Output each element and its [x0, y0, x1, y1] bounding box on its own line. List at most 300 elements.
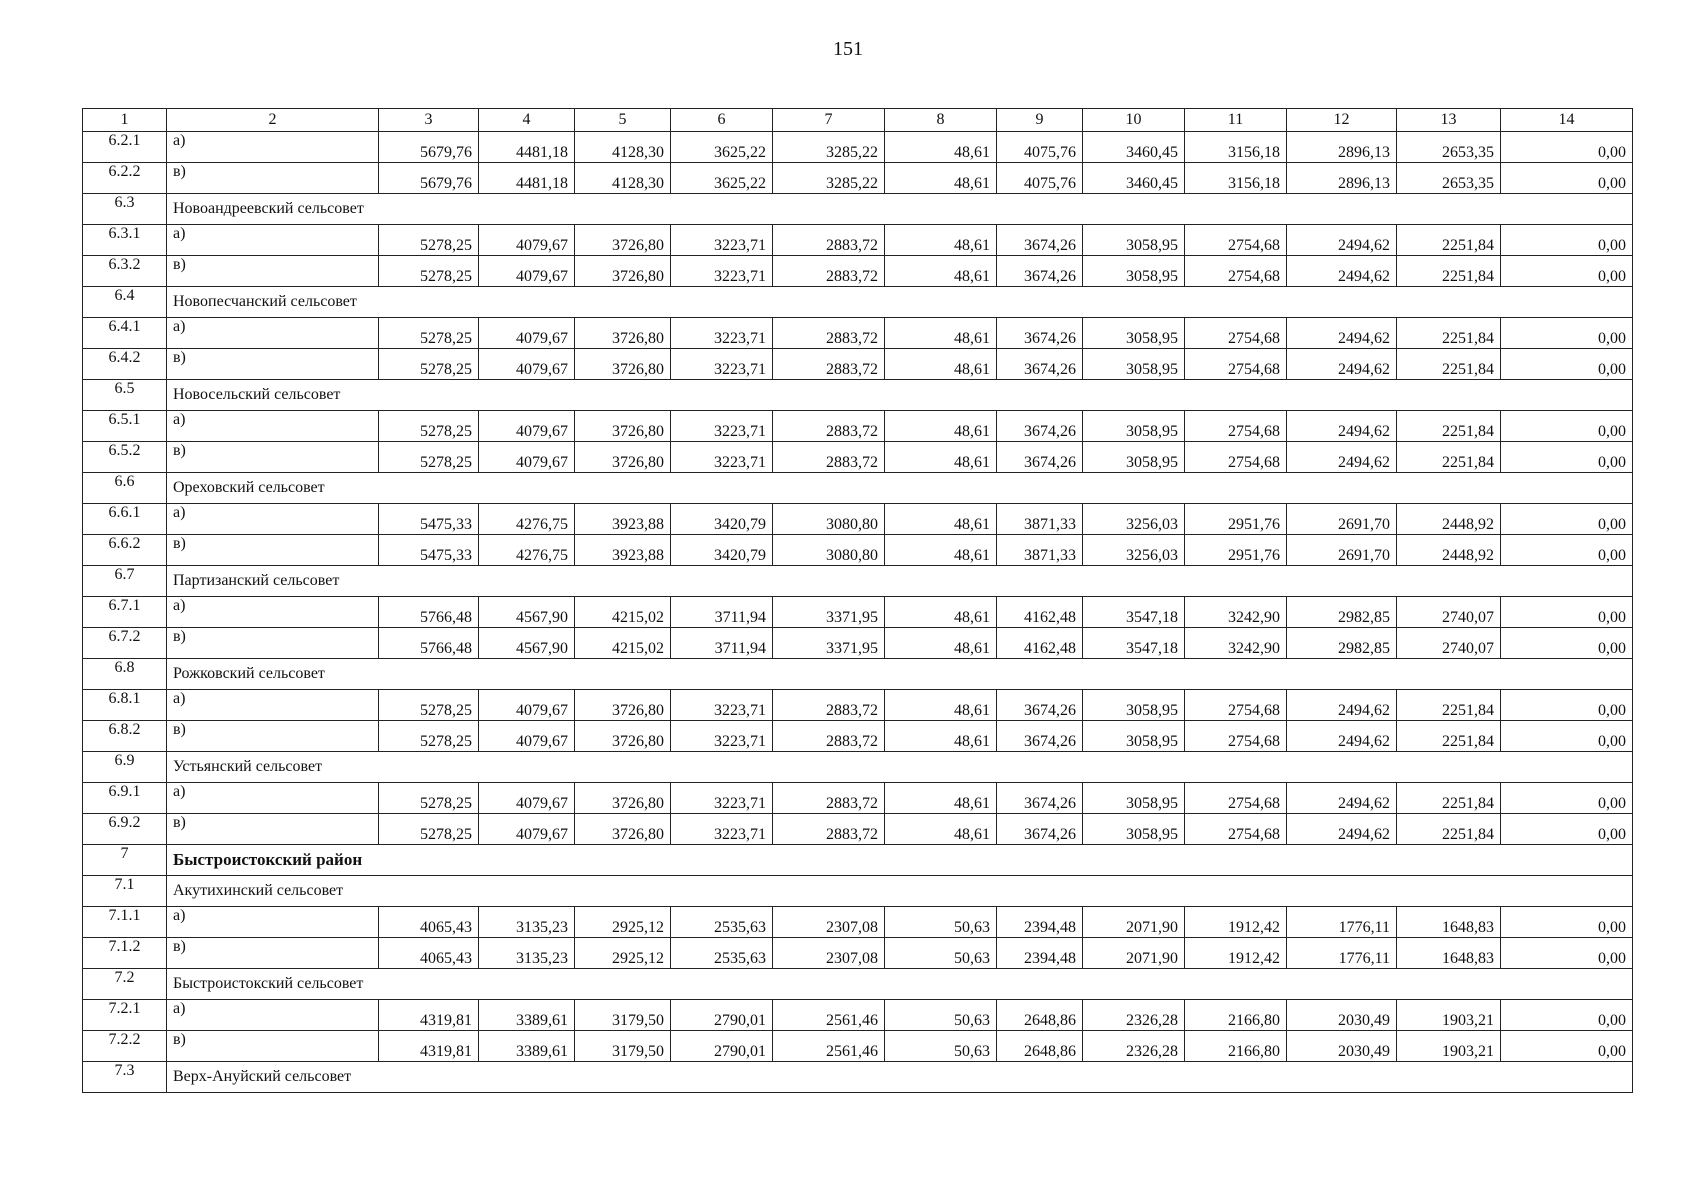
value-cell-col-10: 2071,90 — [1083, 907, 1185, 938]
section-title: Рожковский сельсовет — [167, 659, 1633, 690]
row-code: 6.2.2 — [83, 163, 167, 194]
value-cell-col-6: 3711,94 — [671, 597, 773, 628]
value-cell-col-14: 0,00 — [1501, 225, 1633, 256]
row-label: а) — [167, 597, 379, 628]
value-cell-col-13: 2740,07 — [1397, 628, 1501, 659]
row-label: в) — [167, 1031, 379, 1062]
value-cell-col-10: 3058,95 — [1083, 225, 1185, 256]
value-cell-col-12: 1776,11 — [1287, 938, 1397, 969]
value-cell-col-12: 2494,62 — [1287, 783, 1397, 814]
value-cell-col-6: 3223,71 — [671, 225, 773, 256]
column-header-6: 6 — [671, 109, 773, 132]
section-row — [83, 876, 1633, 907]
row-label: в) — [167, 938, 379, 969]
value-cell-col-5: 3923,88 — [575, 535, 671, 566]
value-cell-col-3: 5278,25 — [379, 318, 479, 349]
row-label: в) — [167, 349, 379, 380]
value-cell-col-7: 3080,80 — [773, 504, 885, 535]
value-cell-col-10: 3058,95 — [1083, 442, 1185, 473]
value-cell-col-13: 1648,83 — [1397, 938, 1501, 969]
value-cell-col-14: 0,00 — [1501, 597, 1633, 628]
value-cell-col-9: 2394,48 — [997, 938, 1083, 969]
value-cell-col-11: 2951,76 — [1185, 504, 1287, 535]
value-cell-col-14: 0,00 — [1501, 783, 1633, 814]
value-cell-col-3: 5278,25 — [379, 256, 479, 287]
value-cell-col-11: 2754,68 — [1185, 783, 1287, 814]
value-cell-col-4: 4079,67 — [479, 225, 575, 256]
value-cell-col-7: 2883,72 — [773, 256, 885, 287]
value-cell-col-9: 4162,48 — [997, 597, 1083, 628]
value-cell-col-5: 3726,80 — [575, 318, 671, 349]
value-cell-col-13: 2251,84 — [1397, 814, 1501, 845]
value-cell-col-5: 4128,30 — [575, 163, 671, 194]
value-cell-col-10: 3058,95 — [1083, 349, 1185, 380]
value-cell-col-13: 2251,84 — [1397, 411, 1501, 442]
row-code: 7.1.2 — [83, 938, 167, 969]
value-cell-col-4: 4079,67 — [479, 256, 575, 287]
value-cell-col-5: 3179,50 — [575, 1031, 671, 1062]
value-cell-col-12: 2494,62 — [1287, 442, 1397, 473]
value-cell-col-14: 0,00 — [1501, 1000, 1633, 1031]
value-cell-col-9: 3871,33 — [997, 535, 1083, 566]
table-row — [83, 814, 1633, 845]
value-cell-col-14: 0,00 — [1501, 442, 1633, 473]
value-cell-col-10: 3256,03 — [1083, 535, 1185, 566]
table-row — [83, 225, 1633, 256]
value-cell-col-8: 48,61 — [885, 535, 997, 566]
value-cell-col-3: 5278,25 — [379, 349, 479, 380]
value-cell-col-12: 2030,49 — [1287, 1031, 1397, 1062]
value-cell-col-10: 3058,95 — [1083, 783, 1185, 814]
value-cell-col-11: 2754,68 — [1185, 256, 1287, 287]
row-code: 6.6.2 — [83, 535, 167, 566]
row-code: 7.2.1 — [83, 1000, 167, 1031]
value-cell-col-12: 2030,49 — [1287, 1000, 1397, 1031]
value-cell-col-10: 3058,95 — [1083, 318, 1185, 349]
value-cell-col-12: 1776,11 — [1287, 907, 1397, 938]
value-cell-col-4: 4276,75 — [479, 504, 575, 535]
value-cell-col-13: 1648,83 — [1397, 907, 1501, 938]
section-row — [83, 473, 1633, 504]
value-cell-col-3: 5278,25 — [379, 783, 479, 814]
value-cell-col-6: 2535,63 — [671, 907, 773, 938]
value-cell-col-12: 2494,62 — [1287, 814, 1397, 845]
value-cell-col-7: 2883,72 — [773, 814, 885, 845]
value-cell-col-11: 2754,68 — [1185, 318, 1287, 349]
value-cell-col-3: 5278,25 — [379, 690, 479, 721]
value-cell-col-8: 48,61 — [885, 256, 997, 287]
table-row — [83, 535, 1633, 566]
value-cell-col-4: 4079,67 — [479, 411, 575, 442]
value-cell-col-8: 48,61 — [885, 163, 997, 194]
row-label: в) — [167, 256, 379, 287]
value-cell-col-4: 4567,90 — [479, 628, 575, 659]
value-cell-col-6: 3625,22 — [671, 163, 773, 194]
value-cell-col-3: 5278,25 — [379, 814, 479, 845]
row-code: 6.9 — [83, 752, 167, 783]
value-cell-col-4: 3389,61 — [479, 1000, 575, 1031]
value-cell-col-4: 4079,67 — [479, 318, 575, 349]
value-cell-col-3: 5766,48 — [379, 597, 479, 628]
row-code: 7.2.2 — [83, 1031, 167, 1062]
value-cell-col-13: 2740,07 — [1397, 597, 1501, 628]
value-cell-col-13: 2251,84 — [1397, 256, 1501, 287]
value-cell-col-8: 48,61 — [885, 690, 997, 721]
row-label: а) — [167, 132, 379, 163]
value-cell-col-9: 3674,26 — [997, 225, 1083, 256]
value-cell-col-10: 2326,28 — [1083, 1000, 1185, 1031]
tariff-table — [82, 108, 1633, 1093]
value-cell-col-14: 0,00 — [1501, 411, 1633, 442]
value-cell-col-8: 48,61 — [885, 349, 997, 380]
column-header-12: 12 — [1287, 109, 1397, 132]
value-cell-col-13: 2251,84 — [1397, 783, 1501, 814]
value-cell-col-7: 2883,72 — [773, 411, 885, 442]
value-cell-col-7: 2883,72 — [773, 318, 885, 349]
table-row — [83, 132, 1633, 163]
value-cell-col-5: 3726,80 — [575, 442, 671, 473]
row-label: а) — [167, 225, 379, 256]
value-cell-col-3: 5766,48 — [379, 628, 479, 659]
row-code: 6.9.2 — [83, 814, 167, 845]
value-cell-col-10: 3058,95 — [1083, 411, 1185, 442]
page-number: 151 — [833, 38, 863, 60]
value-cell-col-5: 3726,80 — [575, 690, 671, 721]
value-cell-col-5: 4215,02 — [575, 628, 671, 659]
value-cell-col-6: 3420,79 — [671, 504, 773, 535]
value-cell-col-10: 3058,95 — [1083, 721, 1185, 752]
value-cell-col-4: 3135,23 — [479, 907, 575, 938]
value-cell-col-5: 4128,30 — [575, 132, 671, 163]
value-cell-col-6: 2790,01 — [671, 1031, 773, 1062]
value-cell-col-11: 2754,68 — [1185, 814, 1287, 845]
value-cell-col-8: 48,61 — [885, 597, 997, 628]
value-cell-col-14: 0,00 — [1501, 628, 1633, 659]
value-cell-col-6: 2535,63 — [671, 938, 773, 969]
value-cell-col-13: 2653,35 — [1397, 132, 1501, 163]
value-cell-col-6: 3625,22 — [671, 132, 773, 163]
column-header-11: 11 — [1185, 109, 1287, 132]
value-cell-col-4: 4481,18 — [479, 132, 575, 163]
value-cell-col-4: 3389,61 — [479, 1031, 575, 1062]
value-cell-col-4: 3135,23 — [479, 938, 575, 969]
row-code: 7.1 — [83, 876, 167, 907]
table-row — [83, 504, 1633, 535]
value-cell-col-3: 5278,25 — [379, 721, 479, 752]
value-cell-col-6: 3223,71 — [671, 411, 773, 442]
value-cell-col-11: 2166,80 — [1185, 1031, 1287, 1062]
value-cell-col-6: 3223,71 — [671, 783, 773, 814]
section-title: Ореховский сельсовет — [167, 473, 1633, 504]
value-cell-col-7: 2883,72 — [773, 721, 885, 752]
table-row — [83, 256, 1633, 287]
row-code: 6.8.2 — [83, 721, 167, 752]
value-cell-col-7: 3285,22 — [773, 132, 885, 163]
value-cell-col-13: 2653,35 — [1397, 163, 1501, 194]
value-cell-col-5: 3726,80 — [575, 814, 671, 845]
value-cell-col-12: 2691,70 — [1287, 504, 1397, 535]
row-label: в) — [167, 814, 379, 845]
row-code: 6.4.2 — [83, 349, 167, 380]
value-cell-col-4: 4079,67 — [479, 814, 575, 845]
value-cell-col-10: 3460,45 — [1083, 163, 1185, 194]
value-cell-col-11: 3242,90 — [1185, 597, 1287, 628]
value-cell-col-7: 2883,72 — [773, 349, 885, 380]
table-row — [83, 163, 1633, 194]
value-cell-col-12: 2691,70 — [1287, 535, 1397, 566]
row-label: а) — [167, 411, 379, 442]
value-cell-col-9: 4162,48 — [997, 628, 1083, 659]
column-header-10: 10 — [1083, 109, 1185, 132]
value-cell-col-12: 2896,13 — [1287, 132, 1397, 163]
value-cell-col-5: 3726,80 — [575, 225, 671, 256]
table-row — [83, 442, 1633, 473]
value-cell-col-10: 3256,03 — [1083, 504, 1185, 535]
value-cell-col-13: 2448,92 — [1397, 535, 1501, 566]
table-row — [83, 411, 1633, 442]
column-header-2: 2 — [167, 109, 379, 132]
row-code: 6.8.1 — [83, 690, 167, 721]
value-cell-col-14: 0,00 — [1501, 1031, 1633, 1062]
value-cell-col-14: 0,00 — [1501, 907, 1633, 938]
section-row — [83, 1062, 1633, 1093]
column-header-5: 5 — [575, 109, 671, 132]
value-cell-col-3: 4065,43 — [379, 907, 479, 938]
value-cell-col-11: 2754,68 — [1185, 411, 1287, 442]
value-cell-col-14: 0,00 — [1501, 721, 1633, 752]
column-header-8: 8 — [885, 109, 997, 132]
column-header-14: 14 — [1501, 109, 1633, 132]
value-cell-col-9: 3674,26 — [997, 411, 1083, 442]
value-cell-col-12: 2494,62 — [1287, 349, 1397, 380]
value-cell-col-10: 3547,18 — [1083, 628, 1185, 659]
value-cell-col-3: 5278,25 — [379, 411, 479, 442]
value-cell-col-3: 5679,76 — [379, 163, 479, 194]
value-cell-col-14: 0,00 — [1501, 814, 1633, 845]
section-row — [83, 287, 1633, 318]
value-cell-col-14: 0,00 — [1501, 256, 1633, 287]
value-cell-col-12: 2494,62 — [1287, 721, 1397, 752]
value-cell-col-3: 5475,33 — [379, 504, 479, 535]
column-header-7: 7 — [773, 109, 885, 132]
row-label: а) — [167, 690, 379, 721]
row-code: 6.7.1 — [83, 597, 167, 628]
value-cell-col-10: 2326,28 — [1083, 1031, 1185, 1062]
value-cell-col-14: 0,00 — [1501, 318, 1633, 349]
value-cell-col-11: 2166,80 — [1185, 1000, 1287, 1031]
value-cell-col-8: 50,63 — [885, 1000, 997, 1031]
value-cell-col-4: 4079,67 — [479, 721, 575, 752]
value-cell-col-7: 2883,72 — [773, 442, 885, 473]
value-cell-col-6: 3223,71 — [671, 318, 773, 349]
value-cell-col-12: 2982,85 — [1287, 628, 1397, 659]
value-cell-col-5: 3726,80 — [575, 721, 671, 752]
value-cell-col-6: 3420,79 — [671, 535, 773, 566]
value-cell-col-14: 0,00 — [1501, 938, 1633, 969]
value-cell-col-8: 50,63 — [885, 938, 997, 969]
value-cell-col-3: 5278,25 — [379, 442, 479, 473]
row-code: 6.4.1 — [83, 318, 167, 349]
row-code: 6.8 — [83, 659, 167, 690]
value-cell-col-11: 2754,68 — [1185, 225, 1287, 256]
value-cell-col-7: 2883,72 — [773, 225, 885, 256]
value-cell-col-10: 3460,45 — [1083, 132, 1185, 163]
section-title: Акутихинский сельсовет — [167, 876, 1633, 907]
value-cell-col-7: 2883,72 — [773, 783, 885, 814]
value-cell-col-6: 3223,71 — [671, 721, 773, 752]
section-row — [83, 659, 1633, 690]
value-cell-col-11: 2754,68 — [1185, 442, 1287, 473]
value-cell-col-9: 3871,33 — [997, 504, 1083, 535]
row-label: а) — [167, 1000, 379, 1031]
row-code: 6.3 — [83, 194, 167, 225]
value-cell-col-5: 3726,80 — [575, 783, 671, 814]
row-code: 7 — [83, 845, 167, 876]
value-cell-col-6: 3223,71 — [671, 690, 773, 721]
district-row — [83, 845, 1633, 876]
column-header-4: 4 — [479, 109, 575, 132]
value-cell-col-13: 2251,84 — [1397, 349, 1501, 380]
value-cell-col-9: 4075,76 — [997, 132, 1083, 163]
table-row — [83, 907, 1633, 938]
value-cell-col-3: 4065,43 — [379, 938, 479, 969]
value-cell-col-11: 2754,68 — [1185, 349, 1287, 380]
value-cell-col-11: 1912,42 — [1185, 907, 1287, 938]
value-cell-col-14: 0,00 — [1501, 163, 1633, 194]
value-cell-col-13: 2251,84 — [1397, 225, 1501, 256]
column-header-3: 3 — [379, 109, 479, 132]
row-label: в) — [167, 628, 379, 659]
table-row — [83, 349, 1633, 380]
row-code: 6.7.2 — [83, 628, 167, 659]
value-cell-col-14: 0,00 — [1501, 349, 1633, 380]
district-title: Быстроистокский район — [167, 845, 1633, 876]
section-title: Устьянский сельсовет — [167, 752, 1633, 783]
value-cell-col-11: 3156,18 — [1185, 163, 1287, 194]
table-row — [83, 938, 1633, 969]
section-title: Быстроистокский сельсовет — [167, 969, 1633, 1000]
row-code: 6.2.1 — [83, 132, 167, 163]
row-code: 6.6 — [83, 473, 167, 504]
value-cell-col-14: 0,00 — [1501, 504, 1633, 535]
value-cell-col-4: 4079,67 — [479, 442, 575, 473]
value-cell-col-13: 1903,21 — [1397, 1031, 1501, 1062]
value-cell-col-12: 2494,62 — [1287, 256, 1397, 287]
table-row — [83, 597, 1633, 628]
value-cell-col-8: 48,61 — [885, 628, 997, 659]
value-cell-col-14: 0,00 — [1501, 535, 1633, 566]
value-cell-col-5: 3726,80 — [575, 411, 671, 442]
column-header-1: 1 — [83, 109, 167, 132]
value-cell-col-9: 3674,26 — [997, 256, 1083, 287]
table-row — [83, 690, 1633, 721]
value-cell-col-9: 2394,48 — [997, 907, 1083, 938]
value-cell-col-5: 3923,88 — [575, 504, 671, 535]
value-cell-col-13: 1903,21 — [1397, 1000, 1501, 1031]
value-cell-col-5: 2925,12 — [575, 938, 671, 969]
value-cell-col-12: 2494,62 — [1287, 690, 1397, 721]
section-row — [83, 752, 1633, 783]
row-label: а) — [167, 907, 379, 938]
value-cell-col-8: 48,61 — [885, 442, 997, 473]
row-code: 6.7 — [83, 566, 167, 597]
value-cell-col-7: 2307,08 — [773, 907, 885, 938]
value-cell-col-3: 5679,76 — [379, 132, 479, 163]
section-row — [83, 380, 1633, 411]
table-row — [83, 628, 1633, 659]
table-row — [83, 1031, 1633, 1062]
value-cell-col-9: 3674,26 — [997, 690, 1083, 721]
row-code: 6.6.1 — [83, 504, 167, 535]
value-cell-col-9: 3674,26 — [997, 318, 1083, 349]
value-cell-col-7: 2883,72 — [773, 690, 885, 721]
value-cell-col-4: 4079,67 — [479, 690, 575, 721]
value-cell-col-11: 3156,18 — [1185, 132, 1287, 163]
value-cell-col-12: 2494,62 — [1287, 411, 1397, 442]
value-cell-col-4: 4079,67 — [479, 349, 575, 380]
value-cell-col-9: 3674,26 — [997, 442, 1083, 473]
value-cell-col-8: 48,61 — [885, 783, 997, 814]
value-cell-col-14: 0,00 — [1501, 690, 1633, 721]
value-cell-col-12: 2982,85 — [1287, 597, 1397, 628]
value-cell-col-7: 3285,22 — [773, 163, 885, 194]
value-cell-col-10: 3058,95 — [1083, 256, 1185, 287]
value-cell-col-6: 3223,71 — [671, 442, 773, 473]
row-code: 6.9.1 — [83, 783, 167, 814]
value-cell-col-9: 2648,86 — [997, 1000, 1083, 1031]
section-title: Новосельский сельсовет — [167, 380, 1633, 411]
row-label: а) — [167, 783, 379, 814]
value-cell-col-8: 48,61 — [885, 132, 997, 163]
value-cell-col-5: 3726,80 — [575, 256, 671, 287]
value-cell-col-11: 1912,42 — [1185, 938, 1287, 969]
section-title: Верх-Ануйский сельсовет — [167, 1062, 1633, 1093]
value-cell-col-12: 2494,62 — [1287, 225, 1397, 256]
value-cell-col-5: 4215,02 — [575, 597, 671, 628]
value-cell-col-7: 2307,08 — [773, 938, 885, 969]
section-title: Партизанский сельсовет — [167, 566, 1633, 597]
table-row — [83, 1000, 1633, 1031]
table-row — [83, 318, 1633, 349]
value-cell-col-8: 50,63 — [885, 1031, 997, 1062]
column-header-9: 9 — [997, 109, 1083, 132]
row-code: 7.3 — [83, 1062, 167, 1093]
value-cell-col-8: 48,61 — [885, 225, 997, 256]
value-cell-col-7: 3080,80 — [773, 535, 885, 566]
value-cell-col-10: 2071,90 — [1083, 938, 1185, 969]
row-code: 7.1.1 — [83, 907, 167, 938]
value-cell-col-7: 2561,46 — [773, 1031, 885, 1062]
value-cell-col-5: 3726,80 — [575, 349, 671, 380]
value-cell-col-14: 0,00 — [1501, 132, 1633, 163]
row-code: 7.2 — [83, 969, 167, 1000]
section-row — [83, 969, 1633, 1000]
value-cell-col-12: 2896,13 — [1287, 163, 1397, 194]
value-cell-col-9: 3674,26 — [997, 814, 1083, 845]
value-cell-col-13: 2251,84 — [1397, 690, 1501, 721]
section-title: Новопесчанский сельсовет — [167, 287, 1633, 318]
section-row — [83, 566, 1633, 597]
value-cell-col-8: 48,61 — [885, 318, 997, 349]
value-cell-col-6: 3223,71 — [671, 256, 773, 287]
column-header-13: 13 — [1397, 109, 1501, 132]
value-cell-col-5: 2925,12 — [575, 907, 671, 938]
value-cell-col-8: 48,61 — [885, 411, 997, 442]
value-cell-col-6: 3223,71 — [671, 349, 773, 380]
row-code: 6.5.2 — [83, 442, 167, 473]
value-cell-col-9: 4075,76 — [997, 163, 1083, 194]
value-cell-col-7: 2561,46 — [773, 1000, 885, 1031]
